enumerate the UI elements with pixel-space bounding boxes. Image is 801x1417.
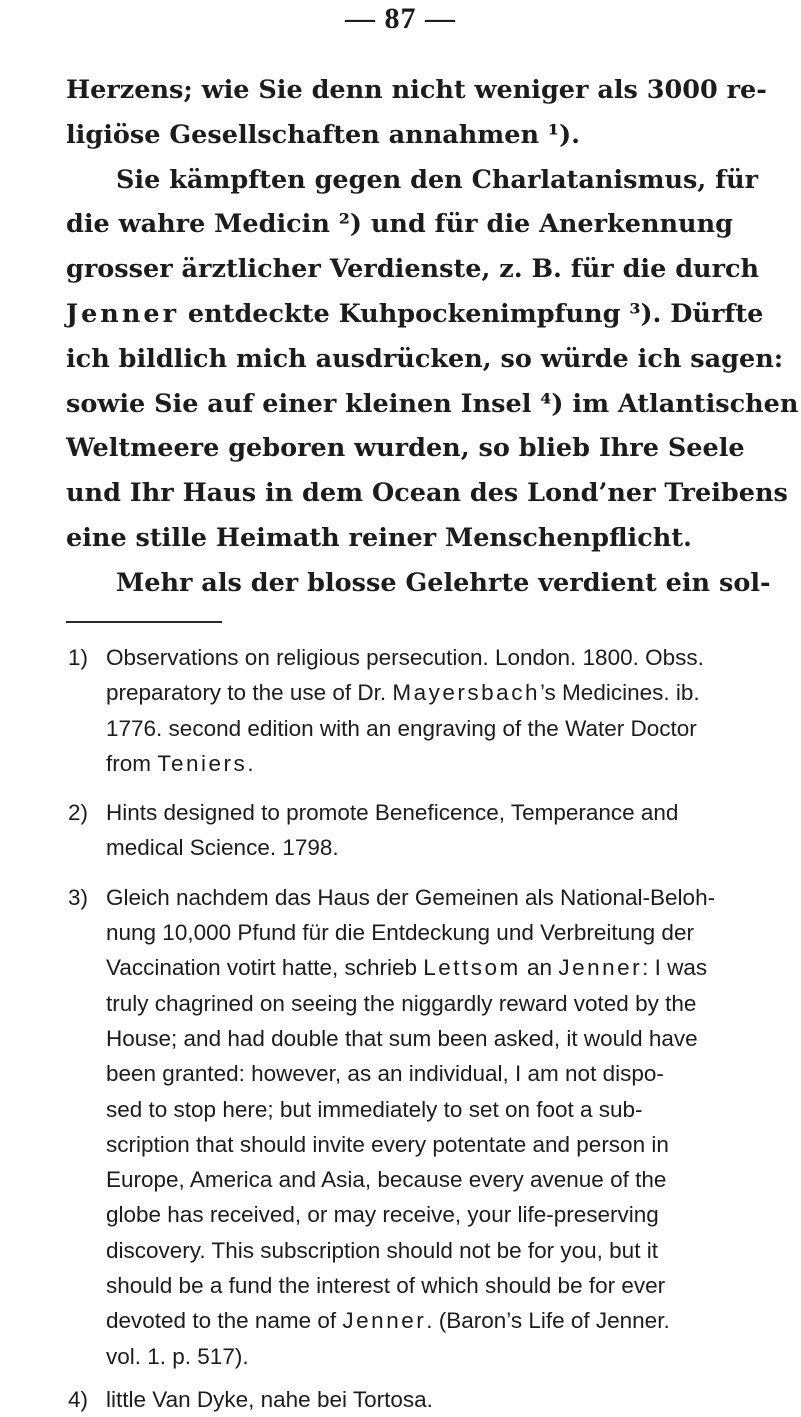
footnote-line: nung 10,000 Pfund für die Entdeckung und Verbreitung der [106, 920, 694, 946]
footnote-line: from Teniers. [106, 750, 254, 776]
main-line: eine stille Heimath reiner Menschenpflicht. [66, 522, 692, 553]
footnote-line: vol. 1. p. 517). [106, 1343, 249, 1369]
footnote-line: globe has received, or may receive, your life-preserving [106, 1202, 659, 1228]
footnote-line: Vaccination votirt hatte, schrieb Lettsom an Jenner: I was [106, 955, 708, 981]
footnote-4 [68, 1382, 748, 1417]
main-line: ligiöse Gesellschaften annahmen ¹). [66, 119, 581, 150]
main-line: sowie Sie auf einer kleinen Insel ⁴) im Atlantischen [66, 388, 799, 419]
footnote-line: 3) Gleich nachdem das Haus der Gemeinen als National-Beloh- [68, 880, 748, 915]
footnote-line: discovery. This subscription should not be for you, but it [106, 1237, 658, 1263]
page-number: — 87 — [345, 2, 456, 35]
footnote-line: 4) little Van Dyke, nahe bei Tortosa. [68, 1382, 748, 1417]
footnote-number: 1) [68, 645, 89, 670]
spaced-name: Jenner [66, 298, 180, 329]
main-line: und Ihr Haus in dem Ocean des Lond’ner Treibens [66, 478, 788, 509]
footnote-line: medical Science. 1798. [106, 835, 339, 861]
footnote-line: 2) Hints designed to promote Beneficence, Temperance and [68, 795, 748, 830]
spaced-name: Jenner [342, 1308, 427, 1334]
footnote-2 [68, 795, 748, 866]
footnote-line: should be a fund the interest of which should be for ever [106, 1273, 666, 1299]
footnote-rule [66, 621, 222, 623]
footnote-3 [68, 880, 748, 1374]
spaced-name: Mayersbach [392, 680, 540, 706]
footnote-line: preparatory to the use of Dr. Mayersbach’s Medicines. ib. [106, 680, 700, 706]
footnote-line: devoted to the name of Jenner. (Baron’s Life of Jenner. [106, 1308, 670, 1334]
footnote-line: been granted: however, as an individual, I am not dispo- [106, 1061, 664, 1087]
footnote-number: 4) [68, 1386, 89, 1412]
footnote-line: Europe, America and Asia, because every avenue of the [106, 1167, 667, 1193]
footnote-line: scription that should invite every potentate and person in [106, 1131, 669, 1157]
main-line: Sie kämpften gegen den Charlatanismus, für [116, 164, 759, 195]
footnote-number: 2) [68, 800, 89, 826]
spaced-name: Lettsom [423, 955, 521, 981]
footnote-line: truly chagrined on seeing the niggardly reward voted by the [106, 990, 697, 1016]
footnote-line: sed to stop here; but immediately to set on foot a sub- [106, 1096, 643, 1122]
spaced-name: Jenner [558, 955, 643, 981]
footnote-line: 1) Observations on religious persecution. London. 1800. Obss. [68, 640, 748, 675]
main-line: Weltmeere geboren wurden, so blieb Ihre Seele [66, 433, 745, 464]
footnote-line: 1776. second edition with an engraving of the Water Doctor [106, 715, 697, 741]
main-text [66, 68, 799, 606]
footnotes [68, 640, 748, 1417]
main-line: ich bildlich mich ausdrücken, so würde ich sagen: [66, 343, 784, 374]
main-line: Mehr als der blosse Gelehrte verdient ein sol- [116, 567, 771, 598]
footnote-line: House; and had double that sum been asked, it would have [106, 1025, 698, 1051]
footnote-number: 3) [68, 884, 89, 910]
main-line: Herzens; wie Sie denn nicht weniger als 3000 re- [66, 75, 767, 105]
footnote-1 [68, 640, 748, 781]
main-line: die wahre Medicin ²) und für die Anerkennung [66, 209, 733, 240]
main-line: Jenner entdeckte Kuhpockenimpfung ³). Dürfte [66, 298, 764, 329]
main-line: grosser ärztlicher Verdienste, z. B. für die durch [66, 254, 760, 285]
spaced-name: Teniers [157, 750, 248, 776]
